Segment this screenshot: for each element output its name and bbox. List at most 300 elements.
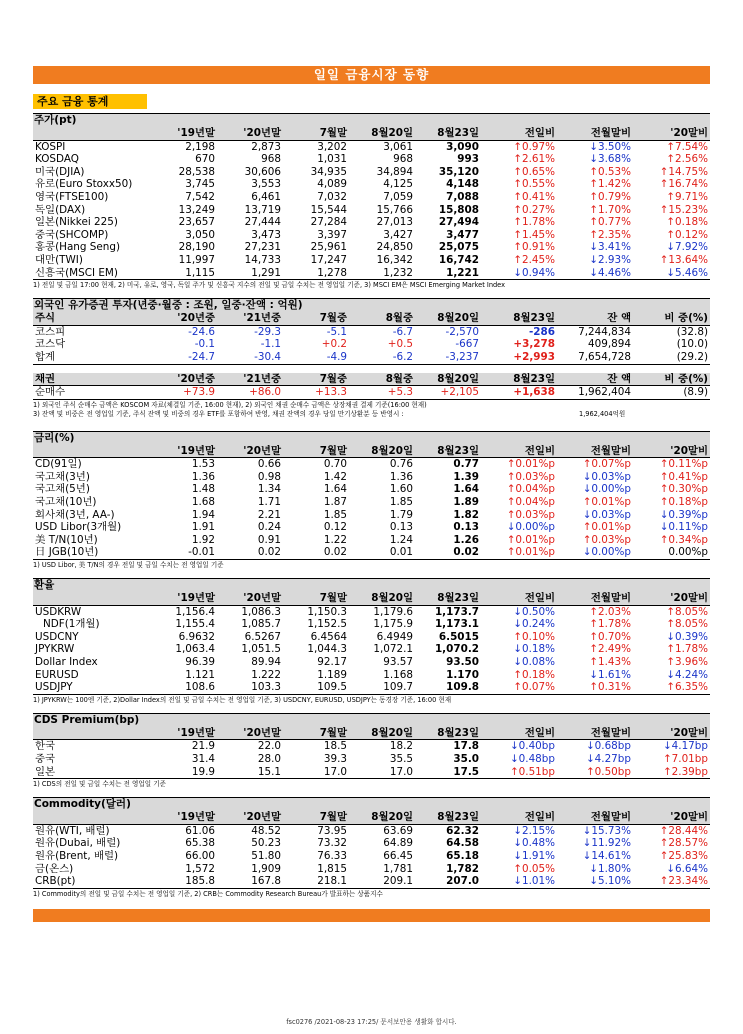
value-cell: 108.6 — [151, 681, 217, 694]
change-cell: ↓4.27bp — [585, 752, 631, 765]
value-cell: 64.89 — [383, 837, 413, 850]
share-cell: (29.2) — [633, 351, 710, 364]
current-value-cell: 62.32 — [446, 824, 479, 837]
value-cell: 13,719 — [244, 203, 281, 216]
foreign-section — [33, 298, 710, 419]
current-value-cell: 1.26 — [453, 533, 479, 546]
table-row — [33, 191, 710, 204]
flow-cell: +0.2 — [321, 338, 347, 351]
foreign-note-2-text: 3) 잔액 및 비중은 전 영업일 기준, 주식 잔액 및 비중의 경우 ETF를 포함하여 반영, 채권 잔액의 경우 당일 만기상환분 등 반영시 : — [33, 409, 404, 418]
column-header: '20말비 — [633, 127, 710, 140]
value-cell: 73.95 — [317, 824, 347, 837]
change-cell: ↑2.56% — [666, 153, 708, 166]
flow-cell: -4.9 — [283, 351, 349, 364]
change-cell: ↑3.96% — [666, 656, 708, 668]
value-cell: 2.21 — [257, 508, 281, 521]
column-header — [33, 127, 151, 140]
stocks-table — [33, 127, 710, 280]
value-cell: 1.222 — [251, 668, 281, 681]
value-cell: 17.0 — [283, 766, 349, 779]
current-value-cell: 4,148 — [446, 178, 479, 191]
column-header: 7월중 — [283, 312, 349, 325]
value-cell: 39.3 — [323, 752, 347, 765]
column-header: '20년말 — [217, 127, 283, 140]
commodity-title: Commodity(달러) — [33, 797, 710, 811]
change-cell: ↓4.46% — [557, 267, 633, 280]
value-cell: 15.1 — [217, 766, 283, 779]
current-value-cell: 1,173.7 — [434, 605, 479, 618]
change-cell: ↑14.75% — [659, 165, 708, 178]
column-header: '20년말 — [217, 445, 283, 458]
flow-cell: -6.2 — [349, 351, 415, 364]
change-cell: ↓2.15% — [513, 824, 555, 837]
flow-cell: +2,993 — [481, 351, 557, 364]
column-header: '21년중 — [217, 373, 283, 386]
table-row — [33, 509, 710, 522]
table-row — [33, 618, 710, 631]
value-cell: 1.91 — [191, 521, 215, 534]
row-label: CRB(pt) — [33, 875, 151, 888]
column-header: 비 중(%) — [633, 373, 710, 386]
change-cell: ↑0.55% — [513, 178, 555, 191]
change-cell: ↑0.04%p — [506, 496, 555, 509]
row-label: 日 JGB(10년) — [33, 546, 151, 559]
flow-cell: +1,638 — [481, 386, 557, 400]
table-row — [33, 850, 710, 863]
row-label: 일본(Nikkei 225) — [35, 216, 118, 229]
rates-table — [33, 445, 710, 560]
section-subtitle: 주요 금융 통계 — [33, 94, 147, 109]
value-cell: 27,013 — [376, 216, 413, 229]
change-cell: ↑1.45% — [513, 228, 555, 241]
row-label: KOSDAQ — [35, 153, 79, 166]
value-cell: 3,553 — [251, 178, 281, 191]
value-cell: 16,342 — [376, 253, 413, 266]
change-cell: ↓4.24% — [666, 668, 708, 681]
column-header: 7월말 — [283, 811, 349, 824]
value-cell: 1.71 — [257, 496, 281, 509]
value-cell: 0.02 — [283, 546, 349, 559]
change-cell: ↑2.61% — [513, 153, 555, 166]
change-cell: ↓0.39% — [666, 630, 708, 643]
change-cell: ↓0.00%p — [506, 521, 555, 534]
change-cell: ↓0.00%p — [582, 483, 631, 496]
change-cell: ↑0.18% — [666, 216, 708, 229]
value-cell: 0.70 — [323, 458, 347, 471]
rates-title: 금리(%) — [33, 431, 710, 445]
row-label: 국고채(10년) — [35, 496, 97, 509]
column-header: 비 중(%) — [633, 312, 710, 325]
column-header — [33, 445, 151, 458]
value-cell: 0.66 — [257, 458, 281, 471]
current-value-cell: 6.5015 — [438, 630, 479, 643]
value-cell: 1.42 — [323, 470, 347, 483]
value-cell: 0.24 — [257, 521, 281, 534]
value-cell: 28,538 — [178, 165, 215, 178]
current-value-cell: 993 — [457, 153, 479, 166]
table-row — [33, 254, 710, 267]
value-cell: 0.01 — [349, 546, 415, 559]
value-cell: 1.121 — [185, 668, 215, 681]
change-cell: ↓0.94% — [481, 267, 557, 280]
current-value-cell: 1,070.2 — [434, 643, 479, 656]
value-cell: 61.06 — [185, 824, 215, 837]
table-row — [33, 166, 710, 179]
header-row — [33, 312, 710, 325]
balance-cell: 1,962,404 — [557, 386, 633, 400]
column-header: 주식 — [33, 312, 151, 325]
change-cell: ↑0.03%p — [582, 533, 631, 546]
value-cell: 1,156.4 — [175, 605, 215, 618]
change-cell: ↑13.64% — [659, 253, 708, 266]
change-cell: ↓1.91% — [513, 849, 555, 862]
row-label: NDF(1개월) — [43, 618, 100, 631]
change-cell: ↓4.17bp — [662, 740, 708, 753]
table-row — [33, 204, 710, 217]
value-cell: 3,202 — [317, 140, 347, 153]
change-cell: ↓1.80% — [589, 862, 631, 875]
change-cell: ↑28.44% — [659, 824, 708, 837]
value-cell: 1,044.3 — [307, 643, 347, 656]
change-cell: ↑0.79% — [589, 190, 631, 203]
change-cell: ↑16.74% — [659, 178, 708, 191]
table-row — [33, 458, 710, 471]
value-cell: 34,935 — [310, 165, 347, 178]
flow-cell: -24.7 — [151, 351, 217, 364]
current-value-cell: 16,742 — [438, 253, 479, 266]
column-header: '20말비 — [633, 445, 710, 458]
change-cell: ↓11.92% — [582, 837, 631, 850]
row-label: 중국(SHCOMP) — [35, 228, 109, 241]
column-header: '20년말 — [217, 727, 283, 740]
value-cell: 3,473 — [251, 228, 281, 241]
commodity-note: 1) Commodity의 전일 및 금일 수치는 전 영업일 기준, 2) CRB는 Commodity Research Bureau가 발표하는 상품지수 — [33, 889, 383, 898]
flow-cell: +13.3 — [283, 386, 349, 400]
change-cell: ↑0.65% — [513, 165, 555, 178]
table-row — [33, 546, 710, 559]
value-cell: 50.23 — [251, 837, 281, 850]
current-value-cell: 1,173.1 — [434, 618, 479, 631]
current-value-cell: 1.82 — [453, 508, 479, 521]
table-row — [33, 521, 710, 534]
value-cell: 109.5 — [283, 681, 349, 694]
value-cell: 1.87 — [323, 496, 347, 509]
change-cell: ↓14.61% — [582, 849, 631, 862]
value-cell: 11,997 — [178, 253, 215, 266]
foreign-bond-table — [33, 373, 710, 400]
change-cell: ↑0.03%p — [506, 470, 555, 483]
change-cell: ↓3.68% — [589, 153, 631, 166]
current-value-cell: 1.89 — [453, 496, 479, 509]
column-header: 전월말비 — [557, 127, 633, 140]
value-cell: 1,031 — [317, 153, 347, 166]
value-cell: 1,150.3 — [307, 605, 347, 618]
value-cell: 6.4949 — [376, 630, 413, 643]
table-row — [33, 267, 710, 280]
value-cell: 76.33 — [317, 849, 347, 862]
row-label: 대만(TWI) — [35, 253, 83, 266]
column-header: 전일비 — [481, 127, 557, 140]
column-header: 전일비 — [481, 811, 557, 824]
row-label: CD(91일) — [35, 458, 82, 471]
change-cell: ↑0.11%p — [659, 458, 708, 471]
change-cell: ↓0.40bp — [509, 740, 555, 753]
flow-cell: +86.0 — [217, 386, 283, 400]
value-cell: 968 — [393, 153, 413, 166]
change-cell: ↑2.45% — [513, 253, 555, 266]
value-cell: 1,781 — [383, 862, 413, 875]
balance-cell: 7,654,728 — [557, 351, 633, 364]
header-row — [33, 127, 710, 140]
table-row — [33, 643, 710, 656]
table-row — [33, 669, 710, 682]
value-cell: 1,115 — [151, 267, 217, 280]
column-header: 잔 액 — [557, 312, 633, 325]
change-cell: ↓5.10% — [557, 875, 633, 888]
current-value-cell: 15,808 — [438, 203, 479, 216]
column-header: 8월23일 — [415, 445, 481, 458]
row-label: 코스피 — [35, 325, 66, 338]
value-cell: 23,657 — [178, 216, 215, 229]
value-cell: 4,089 — [317, 178, 347, 191]
change-cell: ↓0.24% — [513, 618, 555, 631]
row-label: 원유(Dubai, 배럴) — [35, 837, 121, 850]
change-cell: ↑0.10% — [513, 630, 555, 643]
value-cell: 1.94 — [191, 508, 215, 521]
column-header: 7월중 — [283, 373, 349, 386]
rates-note: 1) USD Libor, 美 T/N의 경우 전일 및 금일 수치는 전 영업일 기준 — [33, 561, 224, 570]
table-row — [33, 766, 710, 779]
rates-section — [33, 431, 710, 570]
report-sheet — [33, 66, 710, 922]
value-cell: 27,444 — [244, 216, 281, 229]
table-row — [33, 681, 710, 694]
change-cell: ↑0.77% — [589, 216, 631, 229]
column-header: 전일비 — [481, 727, 557, 740]
table-row — [33, 753, 710, 766]
value-cell: 218.1 — [283, 875, 349, 888]
value-cell: 1,232 — [349, 267, 415, 280]
value-cell: 0.91 — [257, 533, 281, 546]
column-header: '19년말 — [151, 811, 217, 824]
current-value-cell: 3,477 — [446, 228, 479, 241]
column-header: 7월말 — [283, 445, 349, 458]
value-cell: 1.22 — [323, 533, 347, 546]
value-cell: 209.1 — [349, 875, 415, 888]
value-cell: 21.9 — [191, 740, 215, 753]
foreign-stock-table — [33, 312, 710, 364]
value-cell: 14,733 — [244, 253, 281, 266]
row-label: 원유(WTI, 배럴) — [35, 824, 110, 837]
value-cell: 48.52 — [251, 824, 281, 837]
column-header: '20년중 — [151, 312, 217, 325]
change-cell: ↑0.03%p — [506, 508, 555, 521]
row-label: 코스닥 — [35, 338, 66, 351]
change-cell: ↓0.08% — [513, 656, 555, 668]
flow-cell: -6.7 — [392, 325, 413, 338]
flow-cell: -29.3 — [254, 325, 281, 338]
value-cell: 0.13 — [389, 521, 413, 534]
value-cell: 3,061 — [383, 140, 413, 153]
value-cell: 73.32 — [317, 837, 347, 850]
change-cell: ↑0.51bp — [481, 766, 557, 779]
table-row — [33, 338, 710, 351]
value-cell: 24,850 — [376, 241, 413, 254]
column-header: 7월말 — [283, 127, 349, 140]
row-label: USDKRW — [35, 605, 82, 618]
value-cell: 1.48 — [191, 483, 215, 496]
value-cell: 1.92 — [191, 533, 215, 546]
value-cell: 1.85 — [323, 508, 347, 521]
value-cell: 15,544 — [310, 203, 347, 216]
change-cell: ↑2.35% — [589, 228, 631, 241]
change-cell: ↓0.18% — [513, 643, 555, 656]
value-cell: 34,894 — [376, 165, 413, 178]
value-cell: 1.68 — [191, 496, 215, 509]
current-value-cell: 93.50 — [446, 656, 479, 668]
change-cell: ↑0.07%p — [582, 458, 631, 471]
change-cell: ↑0.27% — [513, 203, 555, 216]
table-row — [33, 534, 710, 547]
change-cell: ↑1.78% — [513, 216, 555, 229]
change-cell: ↑0.05% — [513, 862, 555, 875]
table-row — [33, 740, 710, 753]
change-cell: ↑0.50bp — [557, 766, 633, 779]
column-header: 8월23일 — [481, 373, 557, 386]
change-cell: ↑2.49% — [589, 643, 631, 656]
change-cell: ↓1.61% — [589, 668, 631, 681]
flow-cell: -5.1 — [326, 325, 347, 338]
value-cell: 17,247 — [310, 253, 347, 266]
change-cell: ↑6.35% — [633, 681, 710, 694]
value-cell: 27,284 — [310, 216, 347, 229]
value-cell: 27,231 — [244, 241, 281, 254]
share-cell: (10.0) — [676, 338, 708, 351]
column-header: 8월23일 — [415, 127, 481, 140]
change-cell: ↑0.91% — [513, 241, 555, 254]
value-cell: 13,249 — [178, 203, 215, 216]
column-header: '20말비 — [633, 592, 710, 605]
current-value-cell: 1,221 — [415, 267, 481, 280]
change-cell: ↑0.01%p — [481, 546, 557, 559]
column-header: 8월20일 — [349, 127, 415, 140]
table-row — [33, 325, 710, 338]
row-label: Dollar Index — [35, 656, 98, 668]
row-label: EURUSD — [35, 668, 79, 681]
value-cell: 25,961 — [310, 241, 347, 254]
current-value-cell: 64.58 — [446, 837, 479, 850]
value-cell: 1,291 — [217, 267, 283, 280]
column-header: '21년중 — [217, 312, 283, 325]
change-cell: ↑9.71% — [666, 190, 708, 203]
current-value-cell: 35.0 — [453, 752, 479, 765]
value-cell: 51.80 — [251, 849, 281, 862]
current-value-cell: 17.5 — [415, 766, 481, 779]
header-row — [33, 727, 710, 740]
column-header: '20년중 — [151, 373, 217, 386]
flow-cell: -3,237 — [415, 351, 481, 364]
column-header: '20년말 — [217, 592, 283, 605]
value-cell: 6.9632 — [178, 630, 215, 643]
value-cell: 1,179.6 — [373, 605, 413, 618]
column-header: 8월23일 — [415, 727, 481, 740]
change-cell: ↑7.54% — [666, 140, 708, 153]
column-header: 7월말 — [283, 592, 349, 605]
row-label: JPYKRW — [35, 643, 75, 656]
change-cell: ↑1.78% — [589, 618, 631, 631]
column-header: '19년말 — [151, 127, 217, 140]
flow-cell: -667 — [455, 338, 479, 351]
current-value-cell: 7,088 — [446, 190, 479, 203]
row-label: 신흥국(MSCI EM) — [33, 267, 151, 280]
value-cell: 1.34 — [257, 483, 281, 496]
row-label: 국고채(5년) — [35, 483, 90, 496]
column-header — [33, 811, 151, 824]
table-row — [33, 229, 710, 242]
flow-cell: +2,105 — [415, 386, 481, 400]
table-row — [33, 216, 710, 229]
column-header: '19년말 — [151, 727, 217, 740]
commodity-section — [33, 797, 710, 899]
cds-table — [33, 727, 710, 779]
column-header: 8월20일 — [415, 373, 481, 386]
column-header: 8월23일 — [415, 811, 481, 824]
change-cell: ↑0.01%p — [582, 496, 631, 509]
change-cell: ↑0.18% — [513, 668, 555, 681]
change-cell: ↓5.46% — [633, 267, 710, 280]
current-value-cell: 1,782 — [446, 862, 479, 875]
value-cell: 968 — [261, 153, 281, 166]
share-cell: (8.9) — [633, 386, 710, 400]
row-label: 영국(FTSE100) — [35, 190, 109, 203]
change-cell: ↑8.05% — [666, 605, 708, 618]
value-cell: 18.5 — [323, 740, 347, 753]
table-row — [33, 631, 710, 644]
table-row — [33, 863, 710, 876]
change-cell: ↑0.53% — [589, 165, 631, 178]
row-label: USDJPY — [33, 681, 151, 694]
column-header: 8월23일 — [415, 592, 481, 605]
fx-note: 1) JPYKRW는 100엔 기준, 2)Dollar Index의 전일 및 금일 수치는 전 영업일 기준, 3) USDCNY, EURUSD, USDJPY는 동경장 기준, 16:00 현재 — [33, 695, 452, 704]
column-header: 8월23일 — [481, 312, 557, 325]
change-cell: ↑0.70% — [589, 630, 631, 643]
cds-note: 1) CDS의 전일 및 금일 수치는 전 영업일 기준 — [33, 780, 166, 789]
value-cell: 670 — [195, 153, 215, 166]
table-row — [33, 471, 710, 484]
value-cell: 6.5267 — [244, 630, 281, 643]
column-header: 전일비 — [481, 592, 557, 605]
value-cell: 15,766 — [376, 203, 413, 216]
row-label: USDCNY — [35, 630, 79, 643]
cds-title: CDS Premium(bp) — [33, 713, 710, 727]
current-value-cell: 0.13 — [453, 521, 479, 534]
foreign-note-2 — [33, 410, 710, 419]
value-cell: 3,745 — [185, 178, 215, 191]
fx-title: 환율 — [33, 578, 710, 592]
column-header — [33, 592, 151, 605]
value-cell: 6,461 — [251, 190, 281, 203]
value-cell: 1,063.4 — [175, 643, 215, 656]
header-row — [33, 592, 710, 605]
column-header: '20말비 — [633, 727, 710, 740]
column-header: 8월중 — [349, 373, 415, 386]
foreign-note-1: 1) 외국인 주식 순매수 금액은 KOSCOM 자료(체결일 기준, 16:00 현재), 2) 외국인 채권 순매수 금액은 상장채권 결제 기준(16:00 현재) — [33, 400, 427, 409]
change-cell: ↓0.68bp — [585, 740, 631, 753]
current-value-cell: 109.8 — [415, 681, 481, 694]
current-value-cell: 3,090 — [446, 140, 479, 153]
value-cell: 103.3 — [217, 681, 283, 694]
flow-cell: +3,278 — [513, 338, 555, 351]
